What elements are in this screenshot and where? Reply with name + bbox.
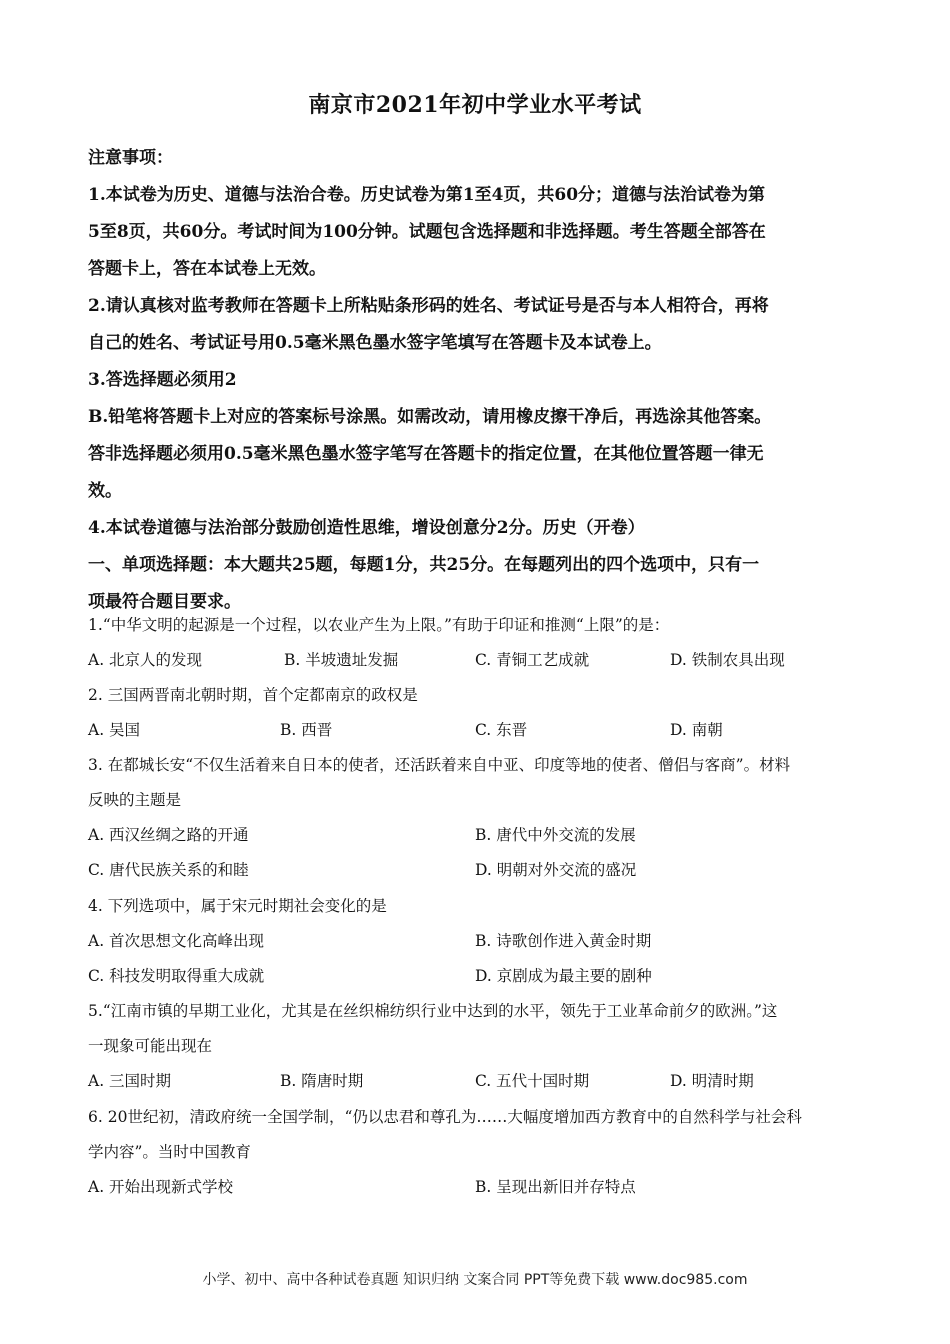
notice-heading: 注意事项： xyxy=(88,148,173,168)
option-b: B. 诗歌创作进入黄金时期 xyxy=(475,932,652,950)
options-row xyxy=(88,713,878,748)
options-row xyxy=(88,1170,878,1205)
question-6 xyxy=(88,1100,878,1205)
option-d: D. 南朝 xyxy=(670,721,723,739)
option-d: D. 京剧成为最主要的剧种 xyxy=(475,967,652,985)
notice-line: 1.本试卷为历史、道德与法治合卷。历史试卷为第1至4页，共60分；道德与法治试卷为第 xyxy=(88,185,766,205)
option-b: B. 半坡遗址发掘 xyxy=(284,651,399,669)
option-d: D. 明清时期 xyxy=(670,1072,754,1090)
question-stem: 4. 下列选项中，属于宋元时期社会变化的是 xyxy=(88,897,387,915)
question-stem: 6. 20世纪初，清政府统一全国学制，“仍以忠君和尊孔为……大幅度增加西方教育中的自然科学与社会科 xyxy=(88,1108,802,1126)
section-heading: 项最符合题目要求。 xyxy=(88,592,241,612)
question-5 xyxy=(88,994,878,1099)
options-row xyxy=(88,643,878,678)
notice-line: 答题卡上，答在本试卷上无效。 xyxy=(88,259,326,279)
option-b: B. 呈现出新旧并存特点 xyxy=(475,1178,636,1196)
option-c: C. 东晋 xyxy=(475,721,528,739)
option-a: A. 西汉丝绸之路的开通 xyxy=(88,826,249,844)
options-row xyxy=(88,853,878,888)
option-d: D. 铁制农具出现 xyxy=(670,651,785,669)
footer-text: 小学、初中、高中各种试卷真题 知识归纳 文案合同 PPT等免费下载 www.doc985.com xyxy=(202,1272,748,1288)
question-2 xyxy=(88,678,878,748)
option-a: A. 首次思想文化高峰出现 xyxy=(88,932,265,950)
question-stem: 一现象可能出现在 xyxy=(88,1037,213,1055)
option-a: A. 三国时期 xyxy=(88,1072,172,1090)
notice-line: 2.请认真核对监考教师在答题卡上所粘贴条形码的姓名、考试证号是否与本人相符合，再将 xyxy=(88,296,769,316)
options-row xyxy=(88,818,878,853)
option-c: C. 五代十国时期 xyxy=(475,1072,590,1090)
question-stem: 学内容”。当时中国教育 xyxy=(88,1143,251,1161)
notice-line: 答非选择题必须用0.5毫米黑色墨水签字笔写在答题卡的指定位置，在其他位置答题一律无 xyxy=(88,444,764,464)
section-heading: 一、单项选择题：本大题共25题，每题1分，共25分。在每题列出的四个选项中，只有一 xyxy=(88,555,760,575)
option-d: D. 明朝对外交流的盛况 xyxy=(475,861,637,879)
question-stem: 1.“中华文明的起源是一个过程，以农业产生为上限。”有助于印证和推测“上限”的是： xyxy=(88,616,670,634)
notice-section xyxy=(88,140,878,621)
notice-line: 自己的姓名、考试证号用0.5毫米黑色墨水签字笔填写在答题卡及本试卷上。 xyxy=(88,333,662,353)
exam-title: 南京市2021年初中学业水平考试 xyxy=(308,92,642,118)
question-stem: 5.“江南市镇的早期工业化，尤其是在丝织棉纺织行业中达到的水平，领先于工业革命前夕的欧洲。”这 xyxy=(88,1002,778,1020)
options-row xyxy=(88,924,878,959)
notice-line: 4.本试卷道德与法治部分鼓励创造性思维，增设创意分2分。历史（开卷） xyxy=(88,518,645,538)
option-b: B. 唐代中外交流的发展 xyxy=(475,826,636,844)
question-1 xyxy=(88,608,878,678)
option-b: B. 西晋 xyxy=(280,721,333,739)
notice-line: 3.答选择题必须用2 xyxy=(88,370,237,390)
notice-line: 5至8页，共60分。考试时间为100分钟。试题包含选择题和非选择题。考生答题全部答在 xyxy=(88,222,766,242)
options-row xyxy=(88,1064,878,1099)
notice-line: B.铅笔将答题卡上对应的答案标号涂黑。如需改动，请用橡皮擦干净后，再选涂其他答案。 xyxy=(88,407,772,427)
notice-line: 效。 xyxy=(88,481,122,501)
option-c: C. 青铜工艺成就 xyxy=(475,651,590,669)
question-3 xyxy=(88,748,878,888)
option-a: A. 北京人的发现 xyxy=(88,651,203,669)
question-stem: 2. 三国两晋南北朝时期，首个定都南京的政权是 xyxy=(88,686,418,704)
options-row xyxy=(88,959,878,994)
question-stem: 反映的主题是 xyxy=(88,791,182,809)
option-a: A. 开始出现新式学校 xyxy=(88,1178,234,1196)
option-c: C. 唐代民族关系的和睦 xyxy=(88,861,249,879)
option-c: C. 科技发明取得重大成就 xyxy=(88,967,265,985)
question-4 xyxy=(88,889,878,994)
option-b: B. 隋唐时期 xyxy=(280,1072,364,1090)
question-stem: 3. 在都城长安“不仅生活着来自日本的使者，还活跃着来自中亚、印度等地的使者、僧侣与客商”。材料 xyxy=(88,756,791,774)
option-a: A. 吴国 xyxy=(88,721,141,739)
